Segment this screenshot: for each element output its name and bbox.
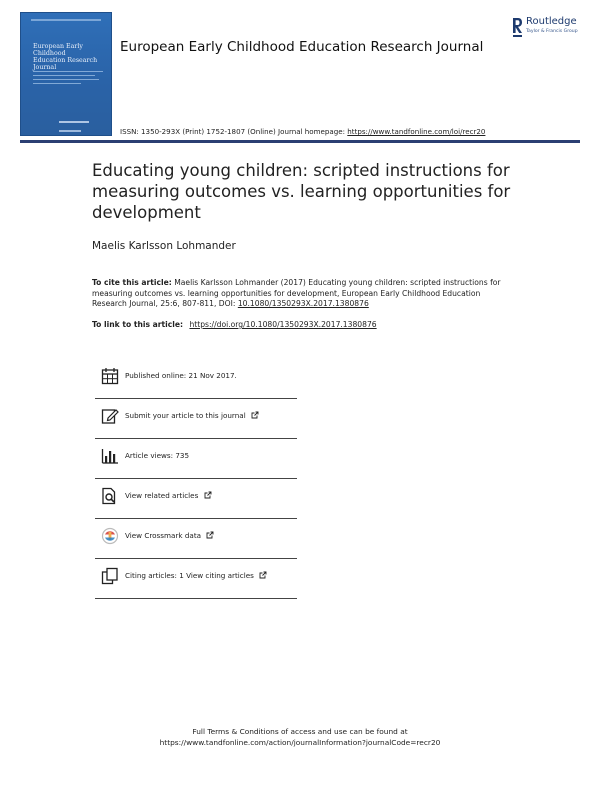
published-date-label: Published online: 21 Nov 2017.	[125, 371, 237, 380]
cover-title-line-1: European Early Childhood	[33, 43, 83, 57]
crossmark-label: View Crossmark data	[125, 531, 202, 540]
submit-article-item[interactable]	[95, 399, 297, 439]
citing-articles-link[interactable]	[125, 571, 267, 580]
article-views-label: Article views: 735	[125, 451, 190, 460]
citing-articles-item[interactable]	[95, 559, 297, 599]
journal-homepage-link[interactable]: https://www.tandfonline.com/loi/recr20	[347, 127, 486, 136]
article-metadata-list	[95, 359, 297, 599]
cover-text-lines	[33, 71, 103, 87]
issn-line	[120, 127, 485, 136]
related-articles-label: View related articles	[125, 491, 199, 500]
crossmark-link[interactable]	[125, 531, 214, 540]
related-articles-link[interactable]	[125, 491, 212, 500]
cover-publisher-mark-2	[59, 130, 81, 132]
submit-article-label: Submit your article to this journal	[125, 411, 246, 420]
citation-text: Maelis Karlsson Lohmander (2017) Educating young children: scripted instructions for measuring outcomes vs. learning opportunities for development, European Early Childhood Education Research Journal, 25:6, 807-811, DOI:	[92, 278, 501, 308]
crossmark-item[interactable]	[95, 519, 297, 559]
footer	[0, 726, 600, 748]
edit-document-icon	[101, 407, 119, 425]
bar-chart-icon	[101, 447, 119, 465]
issn-text: ISSN: 1350-293X (Print) 1752-1807 (Online) Journal homepage:	[120, 127, 346, 136]
cover-decoration	[31, 19, 101, 21]
routledge-logo[interactable]	[511, 17, 591, 41]
published-date-item	[95, 359, 297, 399]
article-link-line	[92, 320, 377, 329]
publisher-tagline: Taylor & Francis Group	[526, 29, 578, 34]
footer-terms-text: Full Terms & Conditions of access and use can be found at	[192, 727, 408, 736]
citing-articles-label: Citing articles: 1 View citing articles	[125, 571, 254, 580]
header-divider	[20, 140, 580, 143]
external-link-icon	[259, 571, 267, 579]
journal-title: European Early Childhood Education Research Journal	[120, 39, 484, 55]
related-articles-item[interactable]	[95, 479, 297, 519]
cover-title-line-2: Education Research Journal	[33, 57, 98, 71]
calendar-icon	[101, 367, 119, 385]
crossmark-icon	[101, 527, 119, 545]
citation-block	[92, 278, 512, 310]
journal-cover-image[interactable]	[20, 12, 112, 136]
submit-article-link[interactable]	[125, 411, 259, 420]
document-search-icon	[101, 487, 119, 505]
citation-doi-link[interactable]: 10.1080/1350293X.2017.1380876	[237, 299, 369, 308]
copy-documents-icon	[101, 567, 119, 585]
link-label: To link to this article:	[92, 320, 184, 329]
citation-label: To cite this article:	[92, 278, 172, 287]
article-views-item	[95, 439, 297, 479]
external-link-icon	[206, 531, 214, 539]
article-author: Maelis Karlsson Lohmander	[92, 240, 236, 252]
routledge-r-icon	[511, 17, 523, 39]
cover-title	[33, 43, 107, 71]
external-link-icon	[251, 411, 259, 419]
footer-terms-link[interactable]: https://www.tandfonline.com/action/journalInformation?journalCode=recr20	[159, 738, 441, 747]
external-link-icon	[204, 491, 212, 499]
publisher-name: Routledge	[526, 16, 577, 27]
article-title: Educating young children: scripted instructions for measuring outcomes vs. learning opportunities for development	[92, 161, 511, 222]
cover-publisher-mark	[59, 121, 89, 123]
article-doi-link[interactable]: https://doi.org/10.1080/1350293X.2017.1380876	[189, 320, 377, 329]
